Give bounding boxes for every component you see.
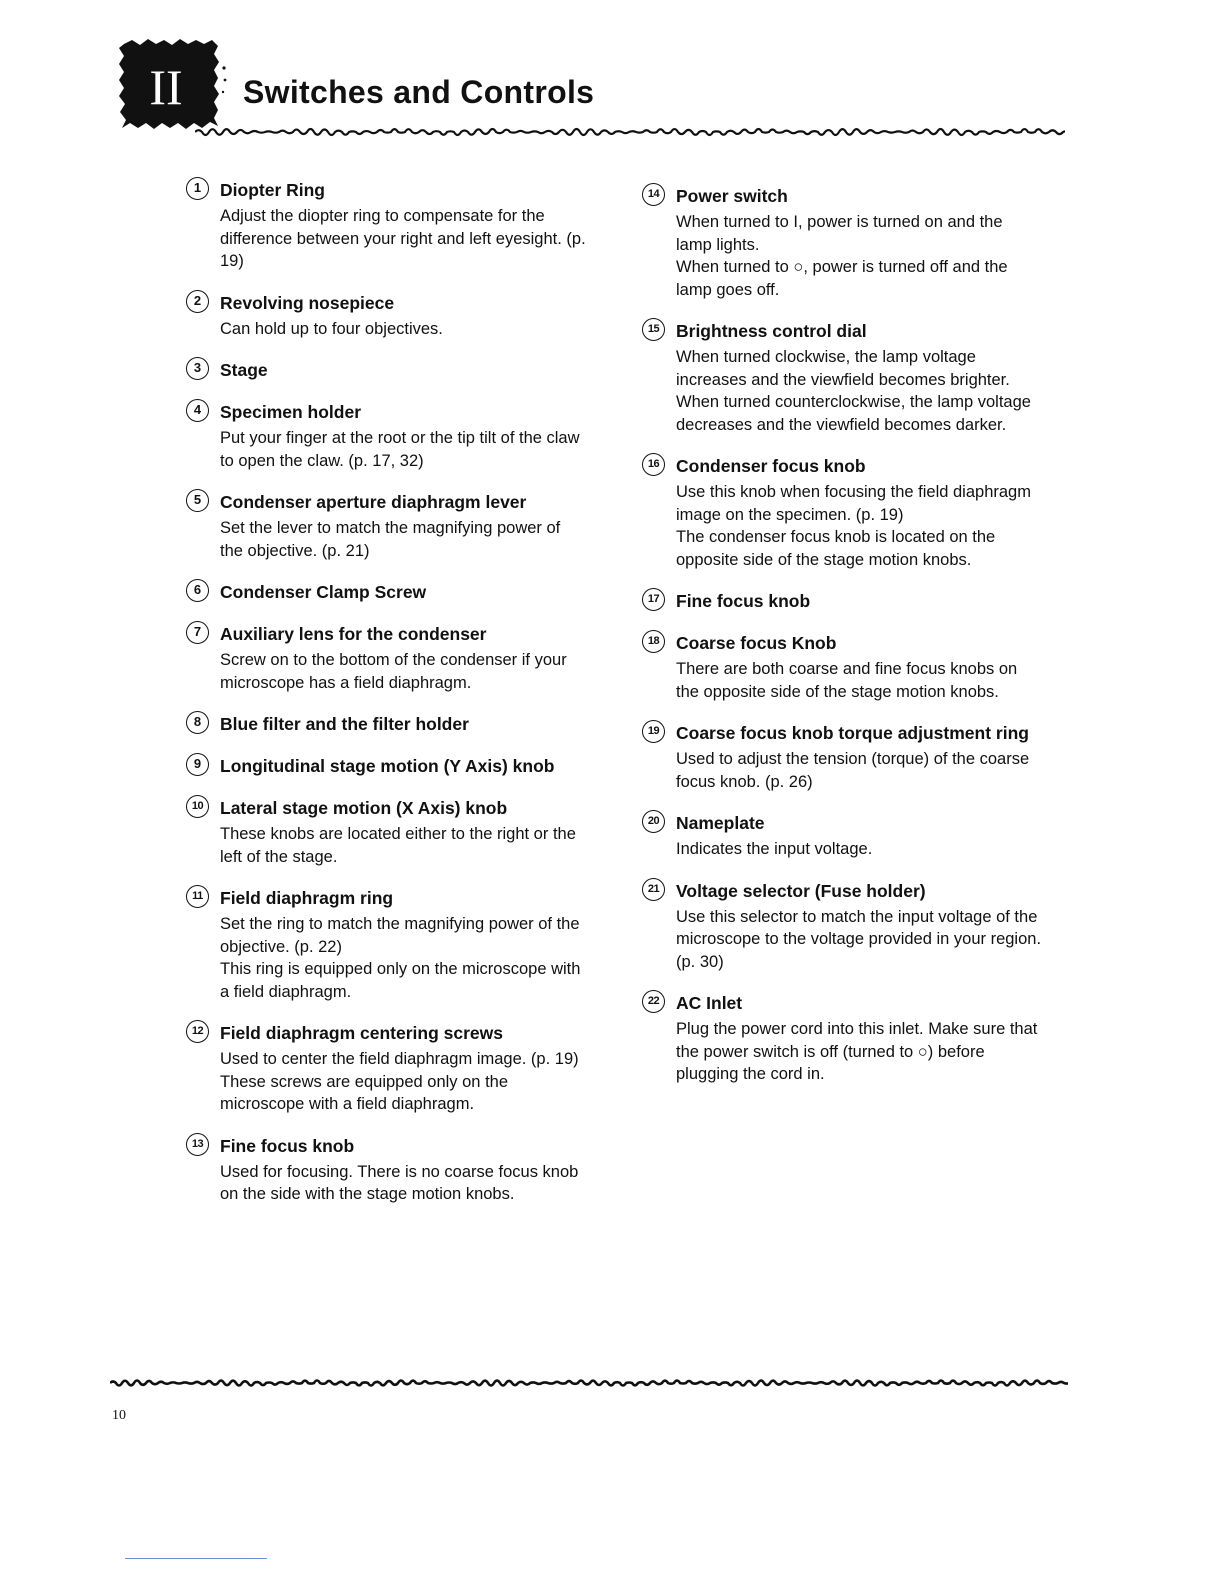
control-item — [186, 490, 586, 562]
control-item — [186, 796, 586, 868]
description-paragraph: Used to adjust the tension (torque) of the coarse focus knob. (p. 26) — [676, 750, 1030, 791]
control-item — [186, 400, 586, 472]
chapter-badge — [118, 38, 228, 130]
control-title: Diopter Ring — [220, 180, 325, 200]
circled-number: 7 — [186, 621, 209, 644]
description-paragraph: Adjust the diopter ring to compensate for the difference between your right and left eyesight. (p. 19) — [220, 207, 586, 270]
control-item — [186, 178, 586, 273]
description-paragraph: Set the ring to match the magnifying power of the objective. (p. 22) — [220, 915, 580, 956]
control-description — [220, 517, 586, 562]
control-description — [676, 658, 1042, 703]
decorative-wave-divider-bottom — [110, 1372, 1068, 1394]
circled-number: 1 — [186, 177, 209, 200]
control-title: Condenser Clamp Screw — [220, 582, 427, 602]
control-title: Brightness control dial — [676, 321, 867, 341]
circled-number: 20 — [642, 810, 665, 833]
circled-number: 8 — [186, 711, 209, 734]
circled-number: 9 — [186, 753, 209, 776]
page-number: 10 — [112, 1408, 126, 1423]
description-paragraph: There are both coarse and fine focus knobs on the opposite side of the stage motion knobs. — [676, 660, 1018, 701]
control-item — [642, 721, 1042, 793]
description-paragraph: When turned clockwise, the lamp voltage increases and the viewfield becomes brighter. — [676, 348, 1010, 389]
control-item — [642, 631, 1042, 703]
circled-number: 5 — [186, 489, 209, 512]
control-description — [676, 211, 1042, 301]
control-item — [186, 1021, 586, 1116]
circled-number: 16 — [642, 453, 665, 476]
control-title: Field diaphragm ring — [220, 888, 394, 908]
control-item — [186, 622, 586, 694]
description-paragraph: Can hold up to four objectives. — [220, 319, 443, 338]
control-description — [220, 649, 586, 694]
description-paragraph: Set the lever to match the magnifying power of the objective. (p. 21) — [220, 519, 561, 560]
circled-number: 4 — [186, 399, 209, 422]
control-item — [642, 991, 1042, 1086]
circled-number: 10 — [186, 795, 209, 818]
control-item — [186, 291, 586, 341]
circled-number: 12 — [186, 1020, 209, 1043]
description-paragraph: When turned counterclockwise, the lamp voltage decreases and the viewfield becomes darker. — [676, 393, 1031, 434]
control-title: Fine focus knob — [220, 1135, 355, 1156]
description-paragraph: Screw on to the bottom of the condenser if your microscope has a field diaphragm. — [220, 651, 567, 692]
circled-number: 15 — [642, 318, 665, 341]
description-paragraph: The condenser focus knob is located on the opposite side of the stage motion knobs. — [676, 528, 996, 569]
control-item — [642, 811, 1042, 861]
circled-number: 18 — [642, 630, 665, 653]
control-title: Stage — [220, 360, 268, 380]
left-column-controls — [186, 178, 586, 1224]
control-title: Voltage selector (Fuse holder) — [676, 880, 926, 901]
description-paragraph: Used for focusing. There is no coarse focus knob on the side with the stage motion knobs. — [220, 1162, 579, 1203]
control-title: Condenser aperture diaphragm lever — [220, 492, 527, 512]
control-title: Nameplate — [676, 813, 765, 833]
control-title: Lateral stage motion (X Axis) knob — [220, 798, 508, 818]
control-title: Coarse focus Knob — [676, 633, 837, 653]
circled-number: 19 — [642, 720, 665, 743]
description-paragraph: Put your finger at the root or the tip tilt of the claw to open the claw. (p. 17, 32) — [220, 429, 580, 470]
description-paragraph: Used to center the field diaphragm image. (p. 19) — [220, 1050, 579, 1068]
control-item — [186, 754, 586, 778]
control-title: Fine focus knob — [676, 591, 811, 611]
control-description — [676, 481, 1042, 571]
control-item — [186, 886, 586, 1003]
control-item — [642, 184, 1042, 301]
control-description — [220, 1048, 586, 1116]
control-description — [220, 205, 586, 273]
control-title: Specimen holder — [220, 402, 362, 422]
control-description — [676, 748, 1042, 793]
circled-number: 22 — [642, 990, 665, 1013]
control-description — [220, 427, 586, 472]
control-description — [220, 1161, 586, 1206]
control-item — [186, 1134, 586, 1206]
circled-number: 3 — [186, 357, 209, 380]
decorative-bottom-line — [125, 1558, 267, 1559]
circled-number: 17 — [642, 588, 665, 611]
decorative-wave-divider-top — [195, 118, 1065, 146]
chapter-numeral: II — [149, 59, 183, 115]
control-title: Revolving nosepiece — [220, 292, 395, 313]
control-item — [642, 454, 1042, 571]
control-description — [220, 823, 586, 868]
description-paragraph: Use this knob when focusing the field diaphragm image on the specimen. (p. 19) — [676, 483, 1031, 524]
circled-number: 6 — [186, 579, 209, 602]
control-title: Blue filter and the filter holder — [220, 714, 469, 734]
control-title: AC Inlet — [676, 993, 743, 1013]
circled-number: 13 — [186, 1133, 209, 1156]
control-description — [676, 346, 1042, 436]
control-item — [642, 589, 1042, 613]
control-title: Power switch — [676, 186, 788, 206]
control-item — [642, 879, 1042, 974]
page-title: Switches and Controls — [243, 74, 595, 110]
circled-number: 21 — [642, 878, 665, 901]
circled-number: 11 — [186, 885, 209, 908]
description-paragraph: These screws are equipped only on the microscope with a field diaphragm. — [220, 1072, 509, 1113]
description-paragraph: Plug the power cord into this inlet. Make sure that the power switch is off (turned to ○) before plugging the cord in. — [676, 1020, 1038, 1083]
right-column-controls — [642, 184, 1042, 1104]
control-item — [186, 712, 586, 736]
control-title: Field diaphragm centering screws — [220, 1023, 503, 1043]
control-title: Coarse focus knob torque adjustment ring — [676, 723, 1029, 743]
control-description — [220, 913, 586, 1003]
description-paragraph: Use this selector to match the input voltage of the microscope to the voltage provided in your region. (p. 30) — [676, 907, 1042, 971]
description-paragraph: When turned to ○, power is turned off and the lamp goes off. — [676, 258, 1008, 299]
control-title: Auxiliary lens for the condenser — [220, 624, 487, 644]
control-description — [676, 838, 1042, 861]
control-title: Condenser focus knob — [676, 456, 866, 476]
circled-number: 2 — [186, 290, 209, 313]
description-paragraph: This ring is equipped only on the microscope with a field diaphragm. — [220, 960, 581, 1001]
control-description — [676, 1018, 1042, 1086]
description-paragraph: Indicates the input voltage. — [676, 840, 873, 858]
circled-number: 14 — [642, 183, 665, 206]
control-description — [676, 906, 1042, 974]
control-title: Longitudinal stage motion (Y Axis) knob — [220, 756, 555, 776]
description-paragraph: These knobs are located either to the right or the left of the stage. — [220, 825, 576, 866]
control-item — [642, 319, 1042, 436]
control-item — [186, 580, 586, 604]
control-description — [220, 318, 586, 341]
control-item — [186, 358, 586, 382]
chapter-badge-shape — [118, 38, 228, 130]
description-paragraph: When turned to I, power is turned on and the lamp lights. — [676, 213, 1003, 254]
